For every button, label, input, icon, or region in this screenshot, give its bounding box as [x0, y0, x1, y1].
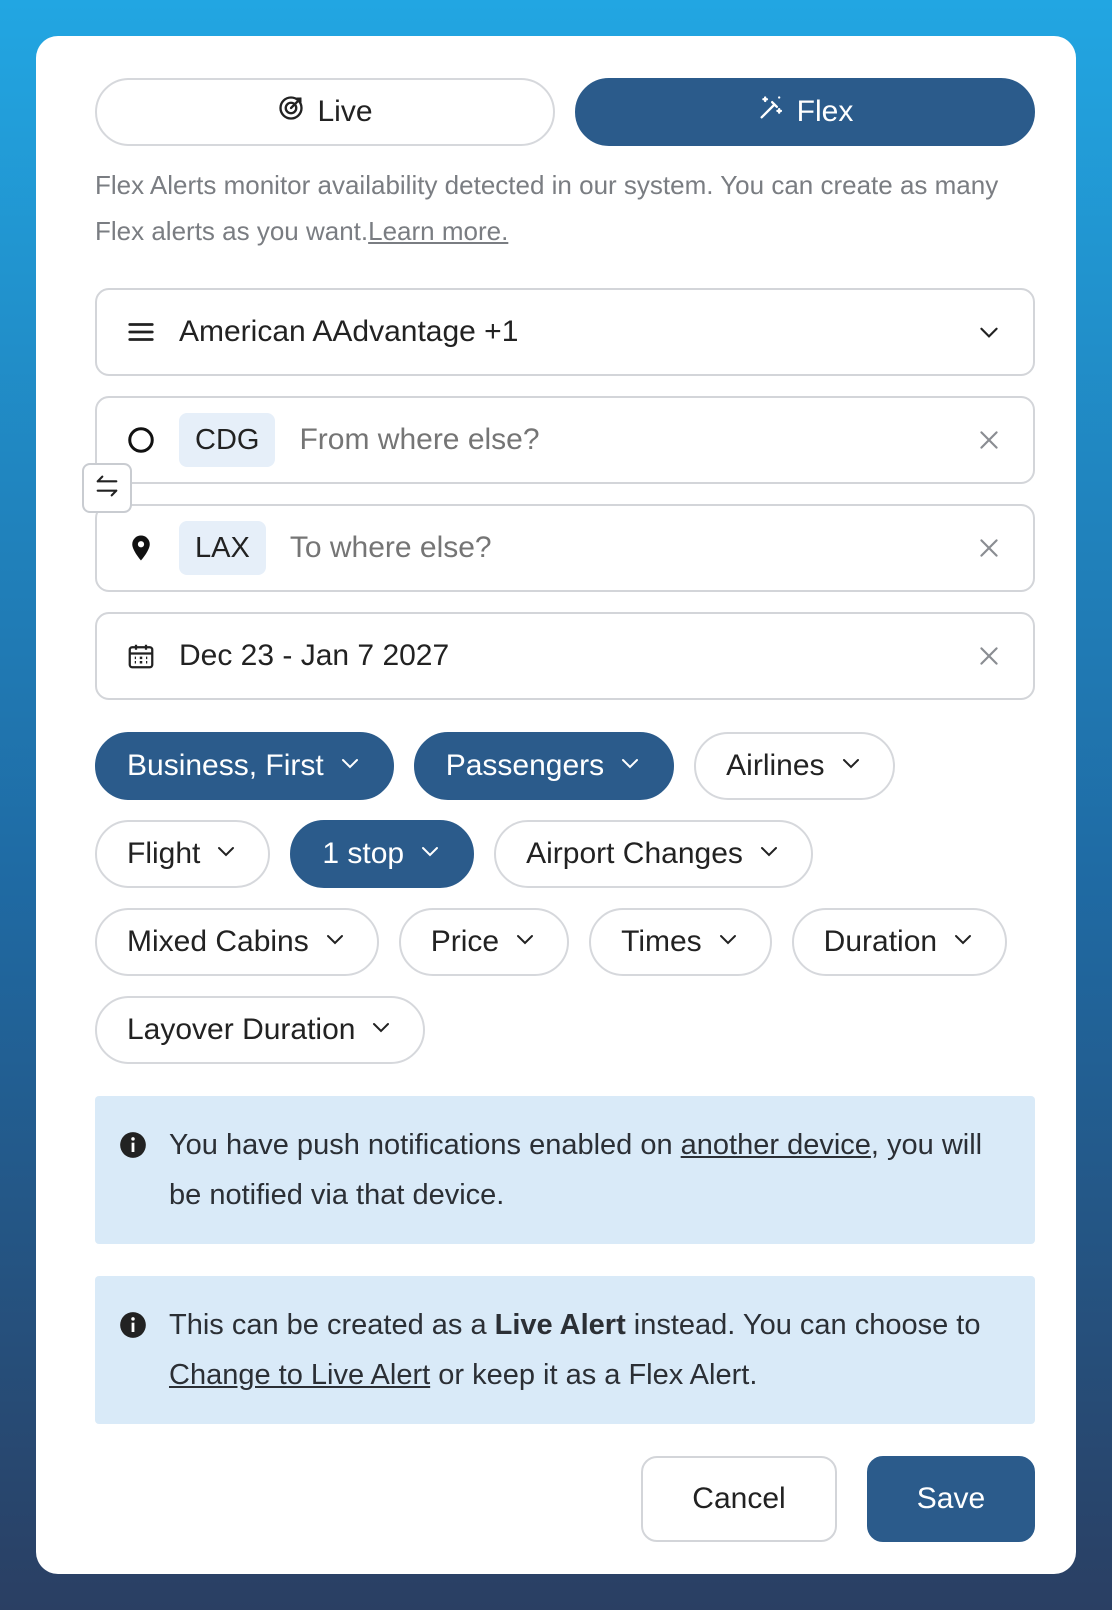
live-mode-button[interactable] [95, 78, 555, 146]
chevron-down-icon [214, 837, 238, 871]
filter-pill-label: Mixed Cabins [127, 925, 309, 958]
chevron-down-icon [951, 925, 975, 959]
change-to-live-alert-link[interactable]: Change to Live Alert [169, 1359, 431, 1391]
swap-arrows-icon [93, 472, 121, 505]
filter-pill-label: 1 stop [322, 837, 405, 870]
clear-destination-icon[interactable] [973, 532, 1005, 564]
chevron-down-icon [369, 1013, 393, 1047]
modal-actions [95, 1456, 1035, 1542]
live-mode-label: Live [317, 95, 373, 128]
filter-pill-stops[interactable] [290, 820, 474, 888]
info-icon [119, 1120, 147, 1170]
swap-route-button[interactable] [82, 463, 132, 513]
filter-pill-label: Passengers [445, 749, 605, 782]
cancel-button[interactable]: Cancel [641, 1456, 837, 1542]
live-notice-part3: or keep it as a Flex Alert. [430, 1359, 758, 1391]
chevron-down-icon [513, 925, 537, 959]
another-device-link[interactable]: another device [680, 1129, 871, 1161]
origin-input[interactable] [299, 423, 973, 457]
push-notice-before: You have push notifications enabled on [169, 1129, 681, 1161]
mode-toggle [95, 78, 1035, 146]
program-select-value: American AAdvantage +1 [179, 315, 519, 348]
chevron-down-icon [757, 837, 781, 871]
chevron-down-icon [618, 749, 642, 783]
chevron-down-icon [839, 749, 863, 783]
route-fields [95, 288, 1035, 700]
chevron-down-icon [323, 925, 347, 959]
calendar-icon [125, 640, 157, 672]
filter-pill-times[interactable] [589, 908, 772, 976]
live-notice-part2: instead. You can choose to [625, 1309, 981, 1341]
live-notice-part1: This can be created as a [169, 1309, 495, 1341]
chevron-down-icon [338, 749, 362, 783]
filter-pill-label: Duration [823, 925, 938, 958]
filter-pill-mixed-cabins[interactable] [95, 908, 379, 976]
filter-pill-layover-duration[interactable] [95, 996, 425, 1064]
learn-more-link[interactable]: Learn more. [368, 216, 509, 246]
flex-alert-modal [36, 36, 1076, 1574]
live-alert-notice [95, 1276, 1035, 1424]
destination-code-chip[interactable]: LAX [179, 521, 266, 575]
filter-pill-price[interactable] [399, 908, 569, 976]
filter-pill-label: Airport Changes [526, 837, 743, 870]
magic-wand-icon [757, 94, 785, 130]
dates-value: Dec 23 - Jan 7 2027 [179, 639, 450, 672]
flex-mode-button[interactable] [575, 78, 1035, 146]
origin-field[interactable] [95, 396, 1035, 484]
clear-origin-icon[interactable] [973, 424, 1005, 456]
chevron-down-icon [973, 316, 1005, 348]
live-alert-bold: Live Alert [494, 1309, 626, 1341]
push-notice-after: , you will be notified via that device. [169, 1129, 983, 1211]
chevron-down-icon [418, 837, 442, 871]
push-notification-notice [95, 1096, 1035, 1244]
location-pin-icon [125, 532, 157, 564]
origin-circle-icon [125, 424, 157, 456]
push-notice-text [169, 1120, 1007, 1220]
clear-dates-icon[interactable] [973, 640, 1005, 672]
filter-pills [95, 732, 1035, 1064]
filter-pill-duration[interactable] [792, 908, 1007, 976]
target-icon [277, 94, 305, 130]
filter-pill-label: Business, First [127, 749, 324, 782]
chevron-down-icon [716, 925, 740, 959]
flex-mode-label: Flex [796, 95, 854, 128]
menu-icon [125, 316, 157, 348]
filter-pill-cabin[interactable] [95, 732, 394, 800]
filter-pill-label: Times [621, 925, 702, 958]
flex-description-text: Flex Alerts monitor availability detected in our system. You can create as many Flex alerts as you want. [95, 170, 999, 246]
filter-pill-label: Flight [127, 837, 201, 870]
dates-field[interactable] [95, 612, 1035, 700]
live-notice-text [169, 1300, 1007, 1400]
origin-code-chip[interactable]: CDG [179, 413, 275, 467]
destination-field[interactable] [95, 504, 1035, 592]
flex-description [95, 162, 1035, 254]
filter-pill-passengers[interactable] [414, 732, 674, 800]
filter-pill-label: Price [430, 925, 500, 958]
filter-pill-label: Airlines [726, 749, 825, 782]
modal-content [95, 78, 1035, 1542]
filter-pill-airport-changes[interactable] [494, 820, 813, 888]
filter-pill-label: Layover Duration [127, 1013, 356, 1046]
filter-pill-flight[interactable] [95, 820, 270, 888]
destination-input[interactable] [290, 531, 973, 565]
save-button[interactable]: Save [867, 1456, 1035, 1542]
info-icon [119, 1300, 147, 1350]
filter-pill-airlines[interactable] [694, 732, 894, 800]
program-select[interactable] [95, 288, 1035, 376]
